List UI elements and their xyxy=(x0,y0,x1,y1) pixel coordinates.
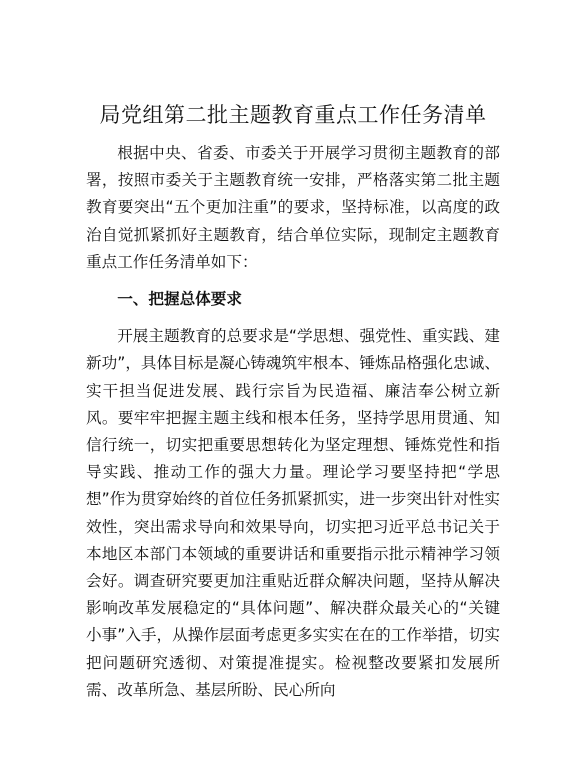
section-heading-1: 一、把握总体要求 xyxy=(117,290,242,309)
document-title: 局党组第二批主题教育重点工作任务清单 xyxy=(99,103,487,127)
document-body xyxy=(86,140,500,704)
intro-paragraph: 根据中央、省委、市委关于开展学习贯彻主题教育的部署，按照市委关于主题教育统一安排，严格落实第二批主题教育要突出“五个更加注重”的要求，坚持标准，以高度的政治自觉抓紧抓好主题教育，结合单位实际，现制定主题教育重点工作任务清单如下： xyxy=(86,144,500,271)
section-paragraph-1: 开展主题教育的总要求是“学思想、强党性、重实践、建新功”，具体目标是凝心铸魂筑牢根本、锤炼品格强化忠诚、实干担当促进发展、践行宗旨为民造福、廉洁奉公树立新风。要牢牢把握主题主线和根本任务，坚持学思用贯通、知信行统一，切实把重要思想转化为坚定理想、锤炼党性和指导实践、推动工作的强大力量。理论学习要坚持把“学思想”作为贯穿始终的首位任务抓紧抓实，进一步突出针对性实效性，突出需求导向和效果导向，切实把习近平总书记关于本地区本部门本领域的重要讲话和重要指示批示精神学习领会好。调查研究要更加注重贴近群众解决问题，坚持从解决影响改革发展稳定的“具体问题”、解决群众最关心的“关键小事”入手，从操作层面考虑更多实实在在的工作举措，切实把问题研究透彻、对策提准提实。检视整改要紧扣发展所需、改革所急、基层所盼、民心所向 xyxy=(86,327,500,699)
